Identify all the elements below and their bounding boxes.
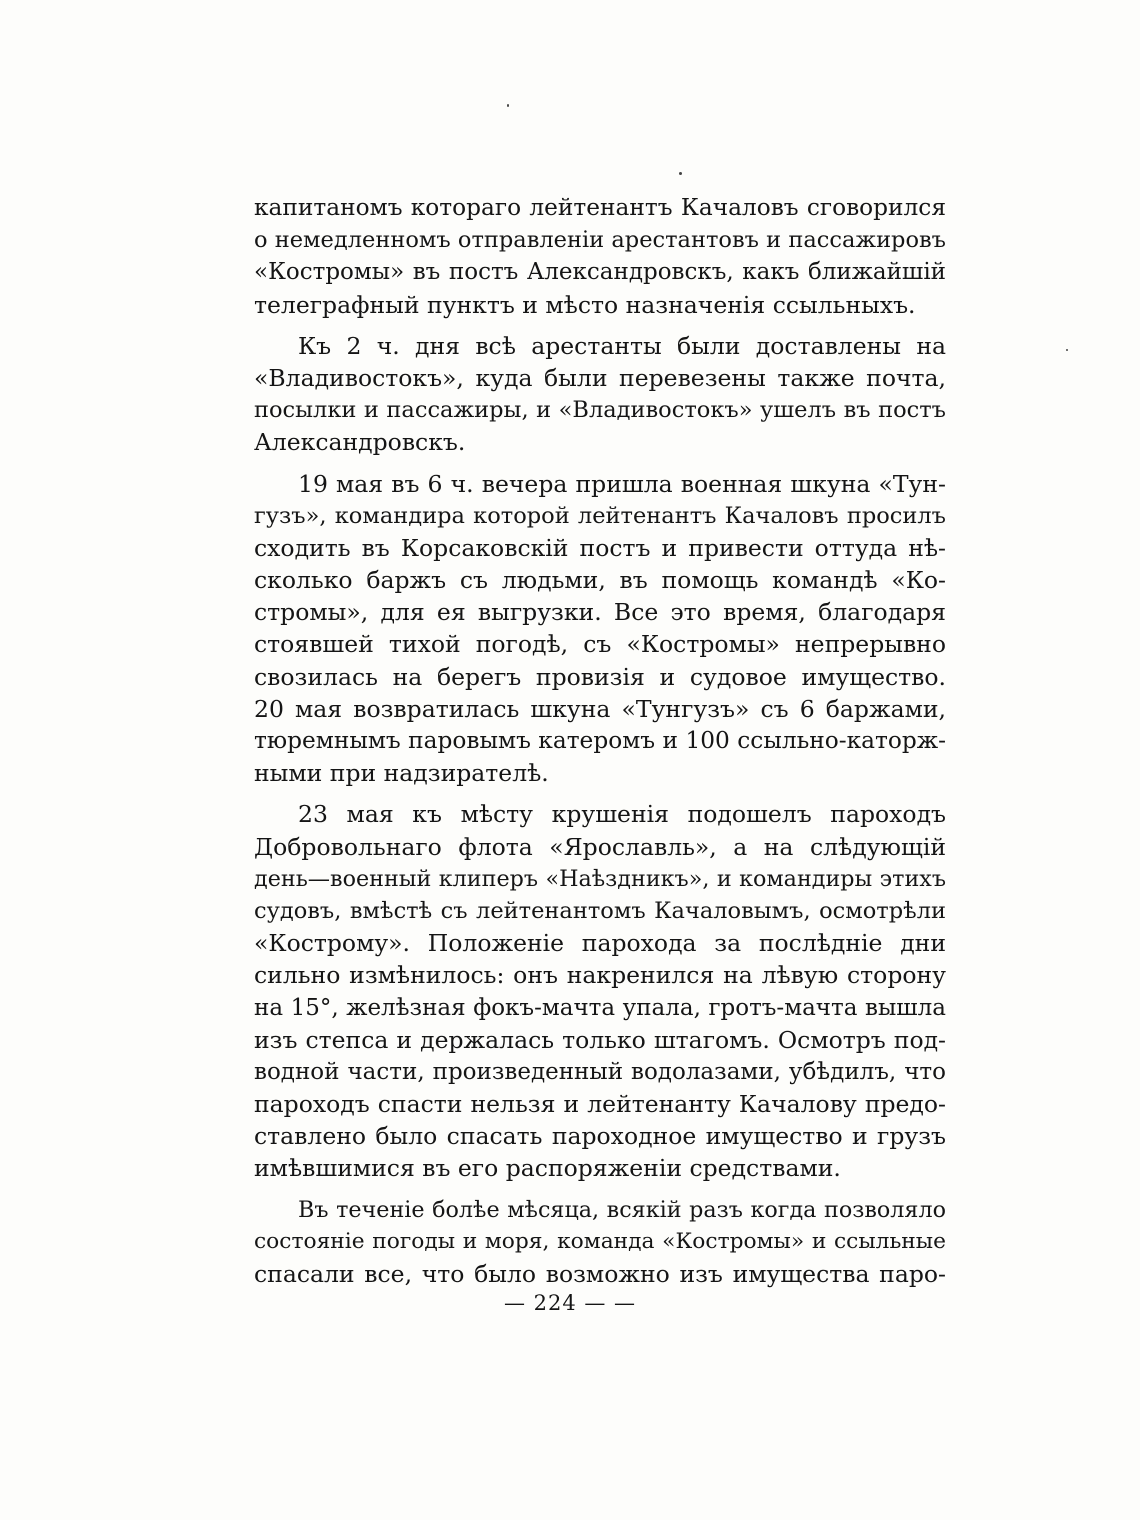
text-line: 23 мая къ мѣсту крушенія подошелъ пароходъ [298,800,946,829]
text-line: Александровскъ. [254,428,466,457]
text-line: «Владивостокъ», куда были перевезены также почта, [254,363,946,392]
text-line: день—военный клиперъ «Наѣздникъ», и командиры этихъ [254,865,946,892]
text-line: телеграфный пунктъ и мѣсто назначенія ссыльныхъ. [254,290,916,319]
scan-speck [1066,349,1068,351]
scan-speck [679,172,682,175]
text-line: Добровольнаго флота «Ярославль», а на слѣдующій [254,832,946,861]
text-line: сколько баржъ съ людьми, въ помощь командѣ «Ко- [254,566,946,595]
text-line: «Костромы» въ постъ Александровскъ, какъ ближайшій [254,259,946,286]
paragraph [254,192,946,321]
text-line: сильно измѣнилось: онъ накренился на лѣвую сторону [254,961,946,990]
paragraph [254,330,946,459]
text-line: ставлено было спасать пароходное имущество и грузъ [254,1122,946,1151]
text-line: Въ теченіе болѣе мѣсяца, всякій разъ когда позволяло [298,1196,946,1223]
text-line: 20 мая возвратилась шкуна «Тунгузъ» съ 6 баржами, [254,694,946,723]
text-line: о немедленномъ отправленіи арестантовъ и пассажировъ [254,227,946,254]
text-line: 19 мая въ 6 ч. вечера пришла военная шкуна «Тун- [298,469,946,498]
paragraph [254,1194,946,1291]
scan-speck [507,104,509,107]
text-line: гузъ», командира которой лейтенантъ Качаловъ просилъ [254,502,946,529]
text-line: свозилась на берегъ провизія и судовое имущество. [254,662,946,691]
text-line: Къ 2 ч. дня всѣ арестанты были доставлены на [298,331,946,360]
text-line: спасали все, что было возможно изъ имущества паро- [254,1260,946,1288]
text-line: сходить въ Корсаковскій постъ и привести оттуда нѣ- [254,533,946,562]
text-line: тюремнымъ паровымъ катеромъ и 100 ссыльно-каторж- [254,727,946,754]
text-line: судовъ, вмѣстѣ съ лейтенантомъ Качаловымъ, осмотрѣли [254,897,946,924]
text-line: состояніе погоды и моря, команда «Костромы» и ссыльные [254,1228,946,1254]
text-line: «Кострому». Положеніе парохода за послѣдніе дни [254,929,946,958]
text-line: посылки и пассажиры, и «Владивостокъ» ушелъ въ постъ [254,397,946,424]
text-line: стоявшей тихой погодѣ, съ «Костромы» непрерывно [254,630,946,659]
body-text [254,192,946,1299]
text-line: водной части, произведенный водолазами, убѣдилъ, что [254,1058,946,1085]
paragraph [254,468,946,790]
text-line: пароходъ спасти нельзя и лейтенанту Качалову предо- [254,1090,946,1119]
text-line: капитаномъ котораго лейтенантъ Качаловъ сговорился [254,194,946,221]
text-line: изъ степса и держалась только штагомъ. Осмотръ под- [254,1025,946,1054]
text-line: на 15°, желѣзная фокъ-мачта упала, гротъ-мачта вышла [254,994,946,1021]
page-number: — 224 — — [503,1291,637,1315]
text-line: стромы», для ея выгрузки. Все это время, благодаря [254,598,946,627]
text-line: ными при надзирателѣ. [254,759,549,788]
text-line: имѣвшимися въ его распоряженіи средствами. [254,1154,841,1183]
paragraph [254,798,946,1184]
